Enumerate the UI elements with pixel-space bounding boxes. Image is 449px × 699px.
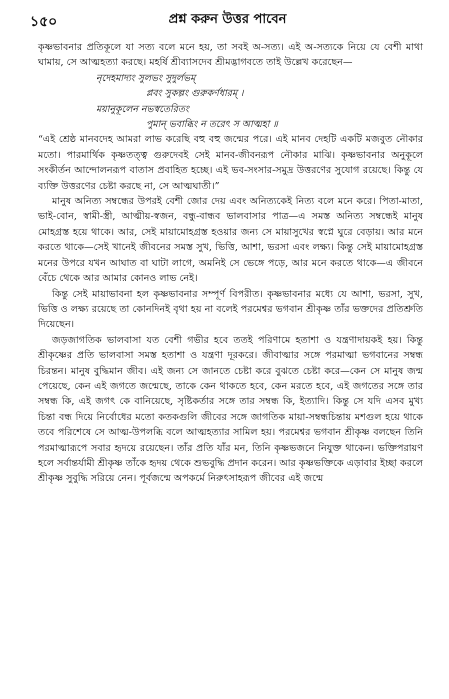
page-header [30, 10, 425, 30]
paragraph-intro: কৃষ্ণভাবনার প্রতিকূলে যা সত্য বলে মনে হয়, তা সবই অ-সত্য। এই অ-সত্যকে নিয়ে যে বেশী মাথা ঘামায়, সে আত্মহত্যা করছে। মহর্ষি শ্রীব্যাসদেব শ্রীমদ্ভাগবতে তাই উল্লেখ করেছেন— [38, 42, 423, 69]
sanskrit-verse [38, 71, 423, 133]
verse-line: পুমান্ ভবাব্ধিং ন তরেৎ স আত্মহা ॥ [146, 119, 278, 131]
verse-line: প্লবং সুকল্পং গুরুকর্ণধারম্ । [146, 88, 244, 100]
running-title: প্রশ্ন করুন উত্তর পাবেন [168, 12, 287, 27]
paragraph-translation: “এই শ্রেষ্ঠ মানবদেহ আমরা লাভ করেছি বহু বহু জন্মের পরে। এই মানব দেহটি একটি মজবুত নৌকার মতো। পারমার্থিক কৃষ্ণতত্ত্ব গুরুদেবই সেই মানব-জীবনরূপ নৌকার মাঝি। কৃষ্ণভাবনার অনুকূলে সংকীর্তন আন্দোলনরূপ বাতাস প্রবাহিত হচ্ছে। এই ভব-সংসার-সমুদ্র উত্তরণের সুযোগ রয়েছে। কিন্তু যে ব্যক্তি উত্তরণের চেষ্টা করছে না, সে আত্মঘাতী।” [38, 134, 423, 192]
page-number: ১৫০ [30, 14, 58, 30]
page-body [38, 40, 423, 487]
verse-line: ময়ানুকূলেন নভস্বতেরিতং [96, 103, 189, 115]
paragraph-body: জড়জাগতিক ভালবাসা যত বেশী গভীর হবে ততই পরিণামে হতাশা ও যন্ত্রণাদায়কই হয়। কিন্তু শ্রীকৃষ্ণের প্রতি ভালবাসা সমস্ত হতাশা ও যন্ত্রণা দূরকরে। জীবাত্মার সঙ্গে পরমাত্মা ভগবানের সম্বন্ধ চিরন্তন। মানুষ বুদ্ধিমান জীব। এই জন্য সে জানতে চেষ্টা করে বুঝতে চেষ্টা করে—কেন সে মানুষ জন্ম পেয়েছে, কেন এই জগতে জন্মেছে, তাকে কেন থাকতে হবে, কেন মরতে হবে, এই জগতের সঙ্গে তার সম্বন্ধ কি, এই জগৎ কে বানিয়েছে, সৃষ্টিকর্তার সঙ্গে তার সম্বন্ধ কি, ইত্যাদি। কিন্তু সে যদি এসব মুখ্য চিন্তা বন্ধ দিয়ে নির্বোধের মতো কতকগুলি জীবের সঙ্গে জাগতিক মায়া-সম্বন্ধচিন্তায় মশগুল হয়ে থাকে তবে পরিশেষে সে আত্ম-উপলব্ধি বলে আত্মহত্যার সামিল হয়। পরমেশ্বর ভগবান শ্রীকৃষ্ণ বলছেন তিনি পরমাত্মারূপে সবার হৃদয়ে রয়েছেন। তাঁর প্রতি যাঁর মন, তিনি কৃষ্ণভজনে নিযুক্ত থাকেন। ভক্তিপরায়ণ হলে সর্বান্তর্যামী শ্রীকৃষ্ণ তাঁকে হৃদয় থেকে শুভবুদ্ধি প্রদান করেন। আর কৃষ্ণভক্তিকে এড়াবার ইচ্ছা করলে শ্রীকৃষ্ণ সুবুদ্ধি সরিয়ে নেন। পূর্বজন্মে অপকর্মে নিরুৎসাহরূপ জীবের এই জন্মে [38, 334, 423, 485]
verse-line: নৃদেহমাদ্যং সুলভং সুদুর্লভম্ [96, 72, 196, 84]
paragraph-body: কিন্তু সেই মায়াভাবনা হল কৃষ্ণভাবনার সম্পূর্ণ বিপরীত। কৃষ্ণভাবনার মধ্যে যে আশা, ভরসা, সুখ, ভিত্তি ও লক্ষ্য রয়েছে তা কোনদিনই বৃথা হয় না বলেই পরমেশ্বর ভগবান শ্রীকৃষ্ণ তাঁর ভক্তদের প্রতিশ্রুতি দিয়েছেন। [38, 288, 423, 331]
paragraph-body: মানুষ অনিত্য সম্বন্ধের উপরই বেশী জোর দেয় এবং অনিত্যকেই নিত্য বলে মনে করে। পিতা-মাতা, ভাই-বোন, স্বামী-স্ত্রী, আত্মীয়-স্বজন, বন্ধু-বান্ধব ভালবাসার পাত্র—এ সমস্ত অনিত্য সম্বন্ধেই মানুষ মোহগ্রস্ত হয়ে থাকে। আর, সেই মায়ামোহগ্রস্ত হওয়ার জন্য সে মায়াসুখের স্বপ্নে ঘুরে বেড়ায়। আর মনে করতে থাকে—সেই খানেই জীবনের সমস্ত সুখ, ভিত্তি, আশা, ভরসা এবং লক্ষ্য। কিন্তু সেই মায়ামোহগ্রস্ত মনের উপরে যখন আঘাত বা ঘাটা লাগে, অমনিই সে ভেঙ্গে পড়ে, আর মনে করতে থাকে—এ জীবনে বেঁচে থেকে আর আমার কোনও লাভ নেই। [38, 196, 423, 285]
